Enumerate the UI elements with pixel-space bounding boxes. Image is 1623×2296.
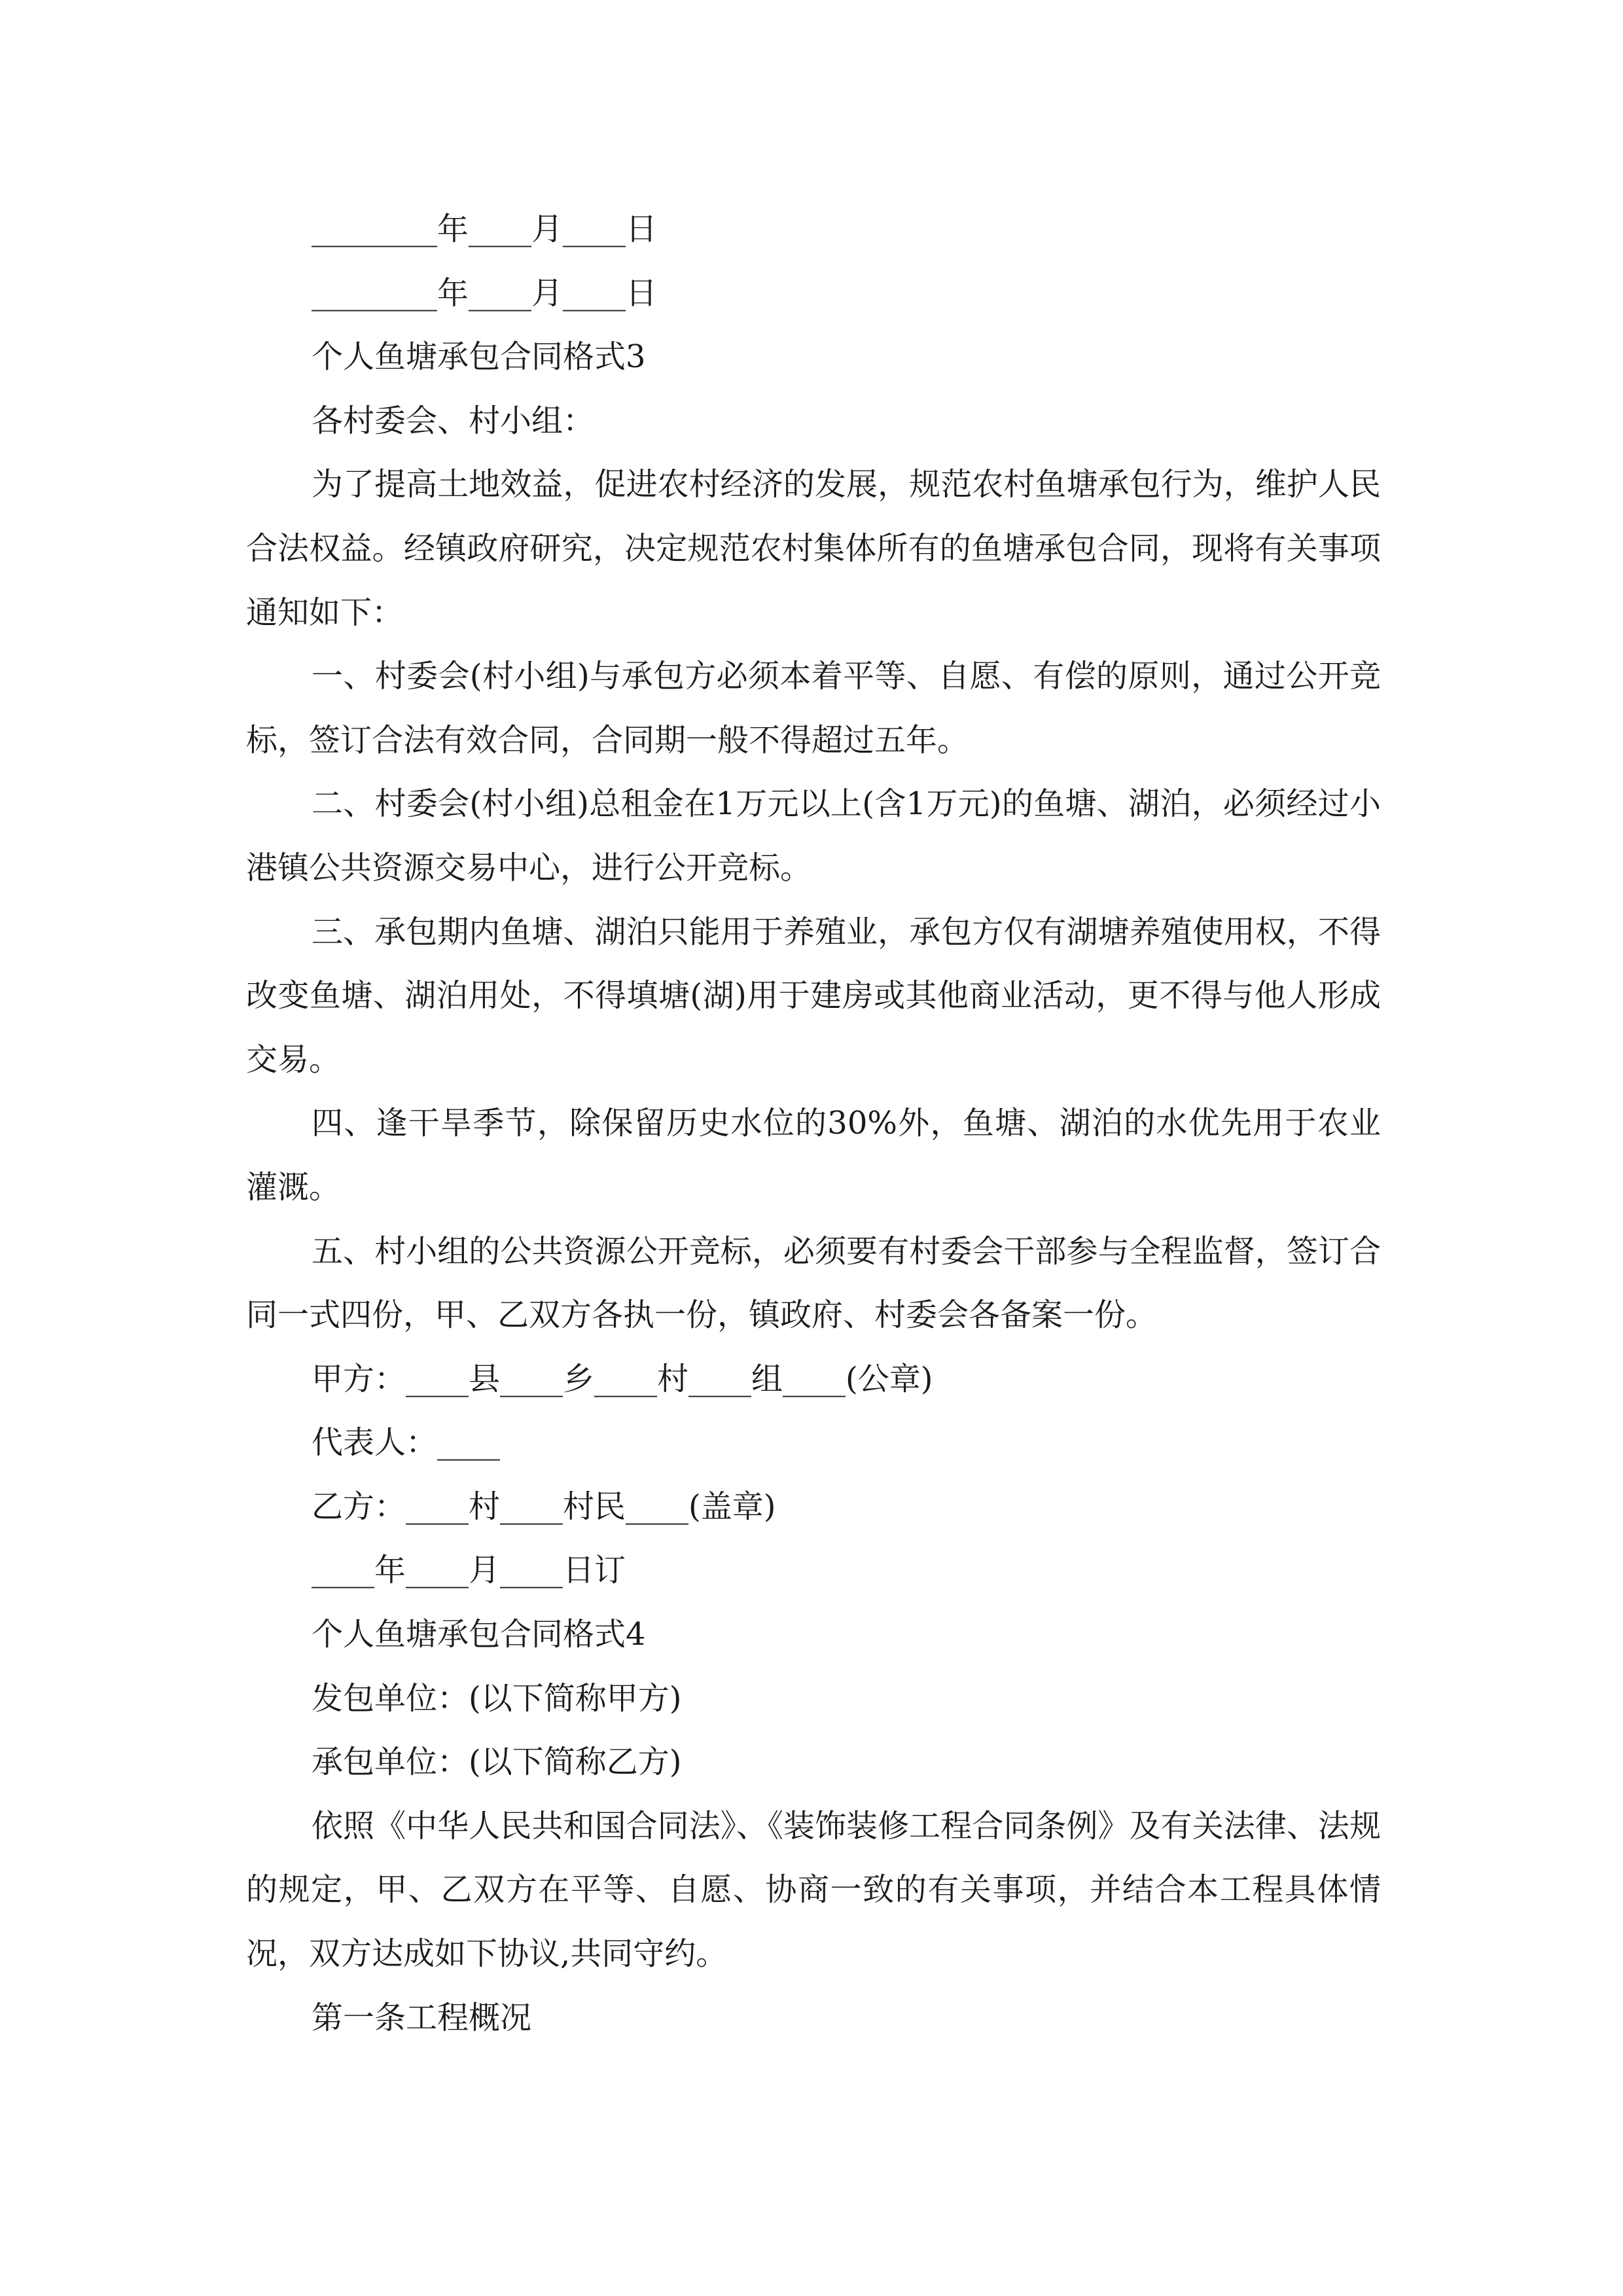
- section-title-format-3: 个人鱼塘承包合同格式3: [312, 338, 646, 376]
- clause-2: 二、村委会(村小组)总租金在1万元以上(含1万元)的鱼塘、湖泊，必须经过小港镇公共资源交易中心，进行公开竞标。: [246, 785, 1381, 886]
- clause-1: 一、村委会(村小组)与承包方必须本着平等、自愿、有偿的原则，通过公开竞标，签订合法有效合同，合同期一般不得超过五年。: [246, 658, 1381, 759]
- clause-5: 五、村小组的公共资源公开竞标，必须要有村委会干部参与全程监督，签订合同一式四份，甲、乙双方各执一份，镇政府、村委会各备案一份。: [246, 1232, 1381, 1334]
- signing-date-line: ____年____月____日订: [312, 1552, 626, 1589]
- clause-4: 四、逢干旱季节，除保留历史水位的30%外，鱼塘、湖泊的水优先用于农业灌溉。: [246, 1105, 1381, 1206]
- document-body: [246, 198, 1381, 2050]
- article-1-heading: 第一条工程概况: [312, 1999, 532, 2036]
- party-a-line: 甲方：____县____乡____村____组____(公章): [312, 1360, 933, 1397]
- section-title-format-4: 个人鱼塘承包合同格式4: [312, 1616, 646, 1653]
- representative-line: 代表人：____: [312, 1424, 501, 1462]
- clause-3: 三、承包期内鱼塘、湖泊只能用于养殖业，承包方仅有湖塘养殖使用权，不得改变鱼塘、湖泊用处，不得填塘(湖)用于建房或其他商业活动，更不得与他人形成交易。: [246, 913, 1381, 1078]
- date-line-1: ________年____月____日: [312, 211, 658, 247]
- intro-paragraph: 为了提高土地效益，促进农村经济的发展，规范农村鱼塘承包行为，维护人民合法权益。经镇政府研究，决定规范农村集体所有的鱼塘承包合同，现将有关事项通知如下：: [246, 466, 1381, 631]
- salutation: 各村委会、村小组：: [312, 402, 595, 439]
- contractor-unit-line: 承包单位：(以下简称乙方): [312, 1744, 682, 1781]
- date-line-2: ________年____月____日: [312, 274, 658, 312]
- legal-basis-paragraph: 依照《中华人民共和国合同法》、《装饰装修工程合同条例》及有关法律、法规的规定，甲、乙双方在平等、自愿、协商一致的有关事项，并结合本工程具体情况，双方达成如下协议,共同守约。: [246, 1807, 1381, 1973]
- contracting-unit-line: 发包单位：(以下简称甲方): [312, 1679, 682, 1717]
- party-b-line: 乙方：____村____村民____(盖章): [312, 1488, 776, 1525]
